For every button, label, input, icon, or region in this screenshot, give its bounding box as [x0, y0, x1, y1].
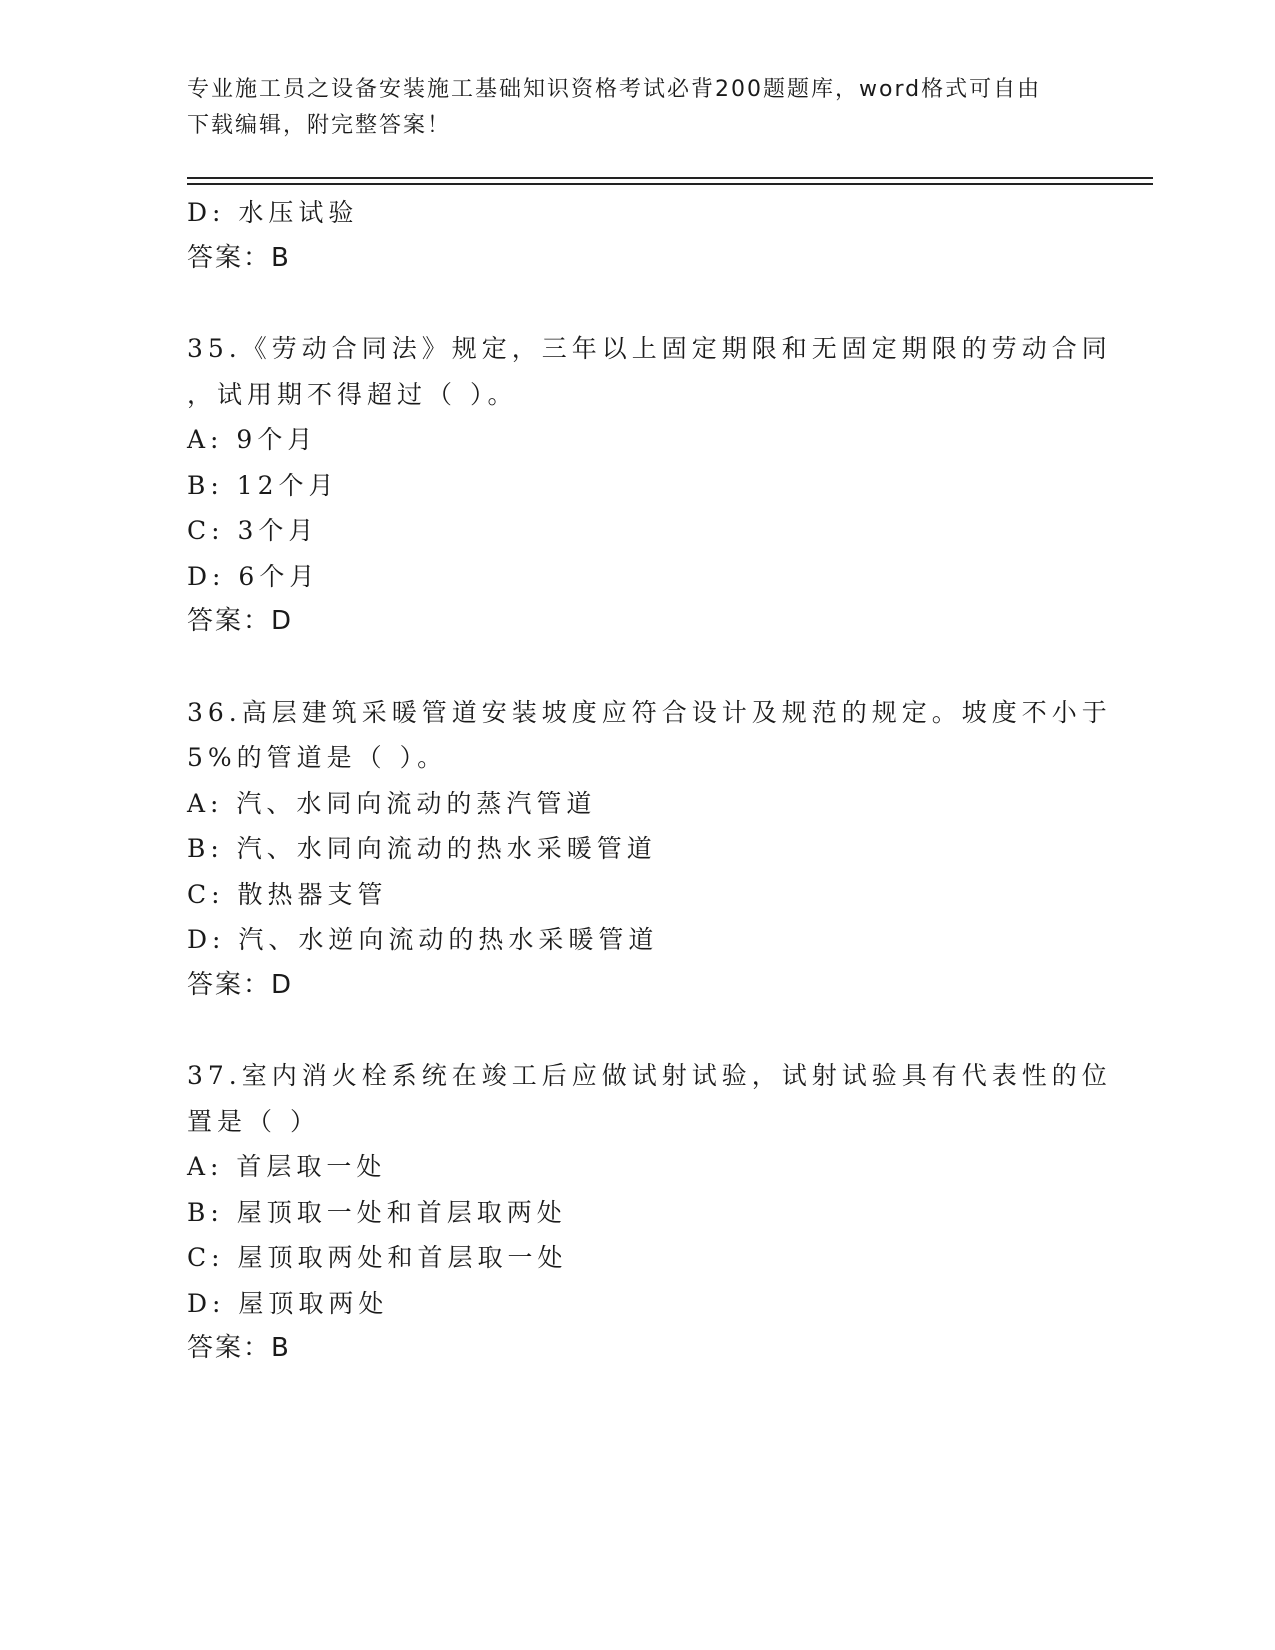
- option-a: A: 9个月: [187, 425, 318, 454]
- option-d: D: 汽、水逆向流动的热水采暖管道: [187, 925, 659, 954]
- question-stem-line: 36.高层建筑采暖管道安装坡度应符合设计及规范的规定。坡度不小于: [187, 697, 1112, 727]
- option-d: D: 屋顶取两处: [187, 1288, 389, 1318]
- header-line-1: 专业施工员之设备安装施工基础知识资格考试必背200题题库，word格式可自由: [187, 77, 1042, 102]
- answer-line: 答案：D: [187, 606, 294, 636]
- question-36: [187, 690, 1112, 1009]
- option-d: D: 水压试验: [187, 198, 359, 227]
- answer-line: 答案：B: [187, 1333, 291, 1363]
- question-stem-line: 35.《劳动合同法》规定，三年以上固定期限和无固定期限的劳动合同: [187, 334, 1112, 363]
- option-b: B: 屋顶取一处和首层取两处: [187, 1197, 567, 1227]
- option-a: A: 首层取一处: [187, 1152, 387, 1181]
- question-stem-line: 37.室内消火栓系统在竣工后应做试射试验，试射试验具有代表性的位: [187, 1061, 1112, 1090]
- question-37: [187, 1053, 1112, 1372]
- question-stem-line: 5%的管道是（ ）。: [187, 743, 448, 772]
- header-divider-bottom: [187, 183, 1153, 185]
- option-c: C: 屋顶取两处和首层取一处: [187, 1243, 568, 1272]
- option-b: B: 汽、水同向流动的热水采暖管道: [187, 834, 657, 863]
- document-header: [187, 72, 1077, 144]
- question-stem-line: ，试用期不得超过（ ）。: [187, 379, 518, 409]
- option-c: C: 散热器支管: [187, 879, 388, 909]
- question-content: [187, 190, 1112, 1372]
- header-line-2: 下载编辑，附完整答案！: [187, 113, 452, 138]
- answer-line: 答案：D: [187, 969, 294, 1000]
- option-a: A: 汽、水同向流动的蒸汽管道: [187, 788, 597, 818]
- question-35: [187, 326, 1112, 645]
- option-c: C: 3个月: [187, 516, 319, 545]
- header-divider-top: [187, 177, 1153, 179]
- option-d: D: 6个月: [187, 561, 320, 591]
- question-stem-line: 置是（ ）: [187, 1106, 320, 1136]
- option-b: B: 12个月: [187, 470, 339, 500]
- previous-question-tail: [187, 190, 1087, 281]
- answer-line: 答案：B: [187, 242, 291, 273]
